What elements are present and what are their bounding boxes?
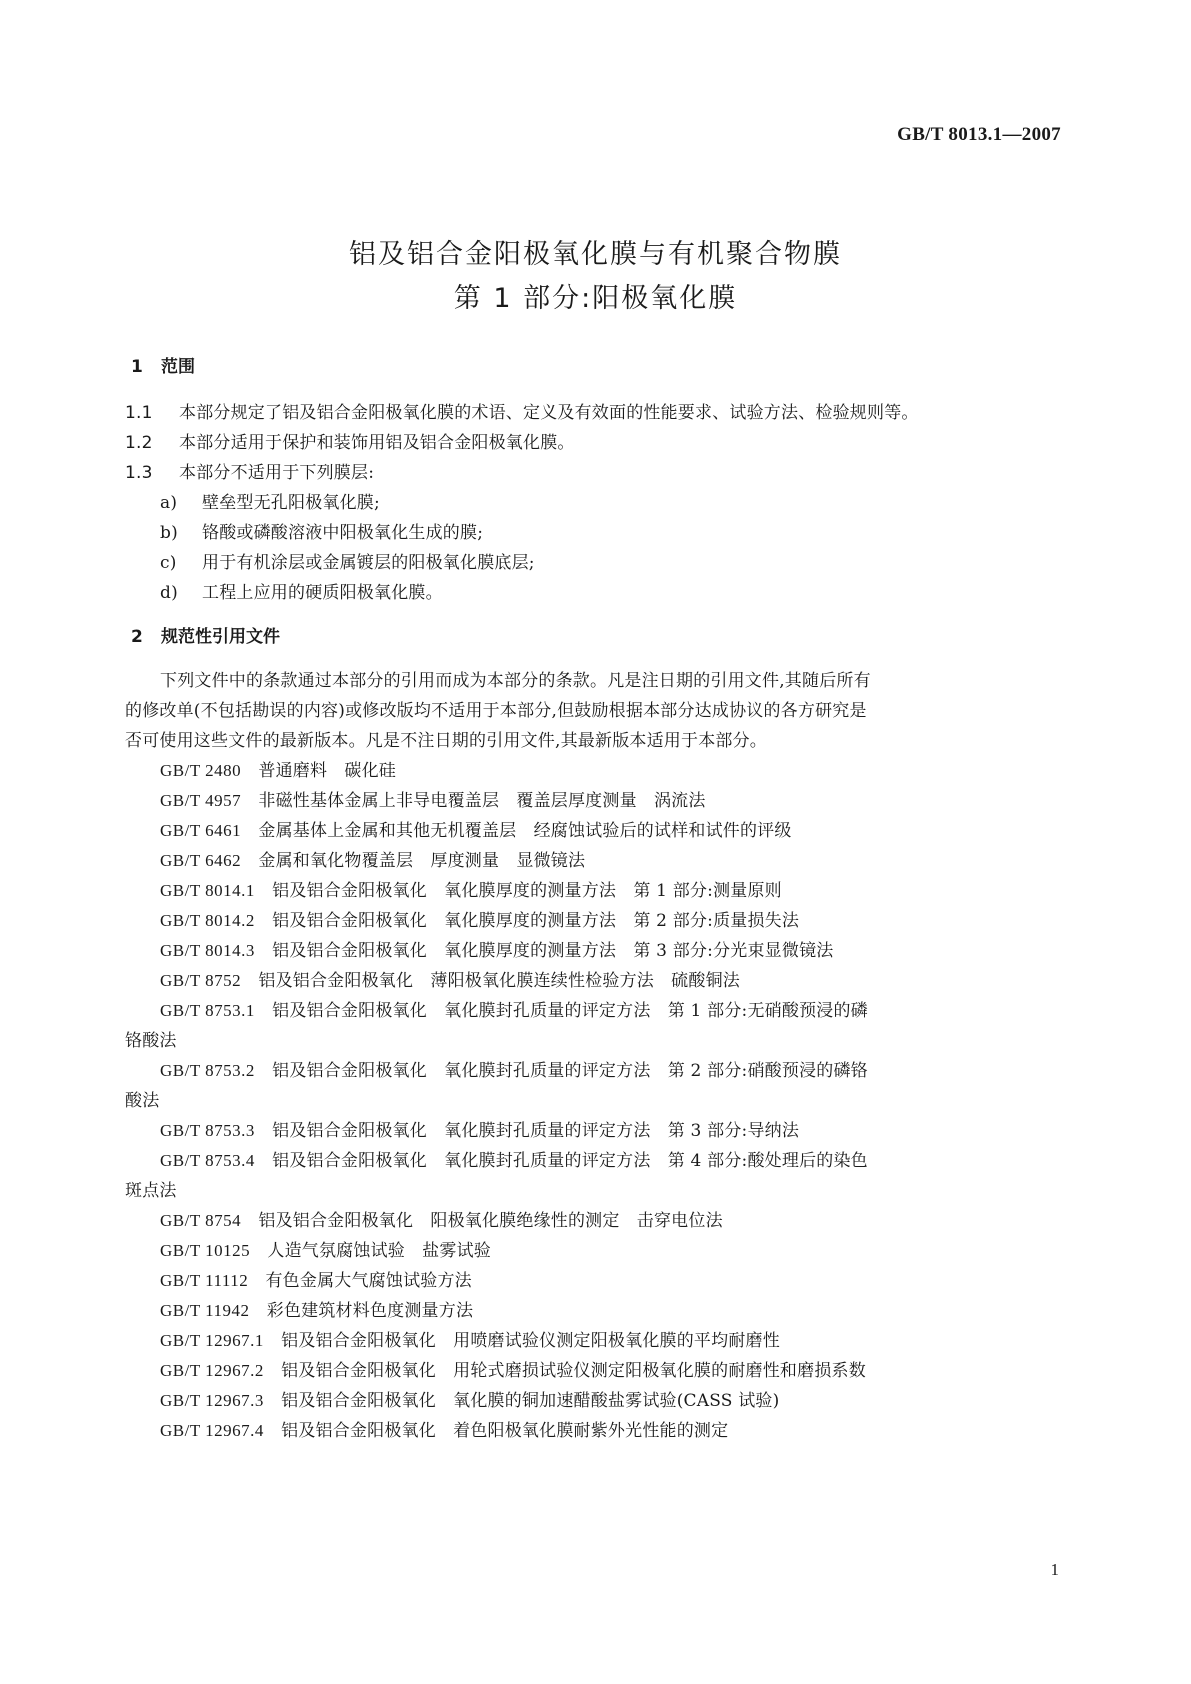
reference-item [160,816,792,841]
section-number: 1 [131,357,143,377]
reference-item [160,876,782,901]
reference-code: GB/T 6462 [160,851,242,870]
clause-number: 1.2 [125,433,153,453]
reference-code: GB/T 8753.1 [160,1001,255,1020]
clause-text: 本部分不适用于下列膜层: [179,463,375,483]
clause-text: 本部分适用于保护和装饰用铝及铝合金阳极氧化膜。 [179,433,575,453]
reference-title: 铝及铝合金阳极氧化 氧化膜的铜加速醋酸盐雾试验(CASS 试验) [281,1391,780,1411]
list-item-b [160,518,483,543]
reference-title: 人造气氛腐蚀试验 盐雾试验 [267,1241,491,1261]
reference-item [160,1236,491,1261]
section-title: 范围 [161,357,195,377]
reference-title: 铝及铝合金阳极氧化 氧化膜封孔质量的评定方法 第 4 部分:酸处理后的染色 [272,1151,868,1171]
reference-title: 铝及铝合金阳极氧化 阳极氧化膜绝缘性的测定 击穿电位法 [258,1211,723,1231]
list-label: b) [160,523,178,543]
reference-item [160,1416,728,1441]
list-text: 工程上应用的硬质阳极氧化膜。 [202,583,443,603]
reference-code: GB/T 12967.1 [160,1331,264,1350]
reference-code: GB/T 8753.3 [160,1121,255,1140]
reference-item [160,996,868,1021]
reference-title: 铝及铝合金阳极氧化 氧化膜封孔质量的评定方法 第 2 部分:硝酸预浸的磷铬 [272,1061,868,1081]
list-label: a) [160,493,178,513]
reference-continuation: 酸法 [125,1091,160,1111]
reference-continuation: 斑点法 [125,1181,177,1201]
reference-code: GB/T 2480 [160,761,242,780]
reference-item [160,846,585,871]
section-2-heading [131,622,280,647]
reference-title: 金属基体上金属和其他无机覆盖层 经腐蚀试验后的试样和试件的评级 [258,821,792,841]
reference-title: 有色金属大气腐蚀试验方法 [265,1271,472,1291]
reference-item [160,1146,868,1171]
reference-title: 铝及铝合金阳极氧化 氧化膜厚度的测量方法 第 2 部分:质量损失法 [272,911,800,931]
reference-code: GB/T 8752 [160,971,242,990]
reference-code: GB/T 12967.2 [160,1361,264,1380]
reference-item [160,1326,780,1351]
reference-item [160,936,833,961]
reference-code: GB/T 6461 [160,821,242,840]
reference-title: 彩色建筑材料色度测量方法 [266,1301,474,1321]
list-text: 铬酸或磷酸溶液中阳极氧化生成的膜; [202,523,484,543]
reference-title: 铝及铝合金阳极氧化 氧化膜封孔质量的评定方法 第 3 部分:导纳法 [272,1121,800,1141]
reference-code: GB/T 11112 [160,1271,249,1290]
reference-continuation: 铬酸法 [125,1031,177,1051]
list-label: c) [160,553,177,573]
reference-title: 铝及铝合金阳极氧化 薄阳极氧化膜连续性检验方法 硫酸铜法 [258,971,740,991]
intro-paragraph-line: 的修改单(不包括勘误的内容)或修改版均不适用于本部分,但鼓励根据本部分达成协议的各方研究是 [125,701,867,721]
reference-code: GB/T 8753.4 [160,1151,255,1170]
reference-item [160,756,396,781]
reference-title: 铝及铝合金阳极氧化 氧化膜封孔质量的评定方法 第 1 部分:无硝酸预浸的磷 [272,1001,868,1021]
reference-title: 铝及铝合金阳极氧化 氧化膜厚度的测量方法 第 3 部分:分光束显微镜法 [272,941,834,961]
section-title: 规范性引用文件 [161,627,280,647]
reference-item [160,1386,779,1411]
clause-1-1 [125,398,919,423]
reference-item [160,1056,868,1081]
reference-title: 普通磨料 碳化硅 [258,761,396,781]
page-number: 1 [1050,1560,1059,1579]
reference-code: GB/T 10125 [160,1241,251,1260]
reference-title: 金属和氧化物覆盖层 厚度测量 显微镜法 [258,851,586,871]
reference-code: GB/T 12967.3 [160,1391,264,1410]
list-item-a [160,488,380,513]
clause-number: 1.1 [125,403,153,423]
clause-1-2 [125,428,575,453]
list-item-c [160,548,535,573]
reference-item [160,966,740,991]
reference-code: GB/T 11942 [160,1301,250,1320]
list-label: d) [160,583,178,603]
reference-code: GB/T 4957 [160,791,242,810]
reference-title: 铝及铝合金阳极氧化 用轮式磨损试验仪测定阳极氧化膜的耐磨性和磨损系数 [281,1361,866,1381]
section-number: 2 [131,627,143,647]
reference-item [160,1296,473,1321]
reference-code: GB/T 8754 [160,1211,242,1230]
reference-code: GB/T 8014.2 [160,911,255,930]
reference-item [160,1356,866,1381]
reference-title: 铝及铝合金阳极氧化 用喷磨试验仪测定阳极氧化膜的平均耐磨性 [281,1331,780,1351]
document-subtitle: 第 1 部分:阳极氧化膜 [453,283,738,314]
standard-code: GB/T 8013.1—2007 [897,124,1061,145]
reference-item [160,1206,723,1231]
clause-text: 本部分规定了铝及铝合金阳极氧化膜的术语、定义及有效面的性能要求、试验方法、检验规则等。 [179,403,919,423]
reference-code: GB/T 12967.4 [160,1421,264,1440]
reference-code: GB/T 8753.2 [160,1061,255,1080]
document-title: 铝及铝合金阳极氧化膜与有机聚合物膜 [349,239,842,270]
section-1-heading [131,352,195,377]
intro-paragraph-line: 下列文件中的条款通过本部分的引用而成为本部分的条款。凡是注日期的引用文件,其随后所有 [160,671,871,691]
reference-item [160,906,799,931]
reference-item [160,786,706,811]
clause-1-3 [125,458,374,483]
list-text: 用于有机涂层或金属镀层的阳极氧化膜底层; [202,553,535,573]
reference-title: 非磁性基体金属上非导电覆盖层 覆盖层厚度测量 涡流法 [258,791,706,811]
reference-code: GB/T 8014.1 [160,881,255,900]
list-item-d [160,578,443,603]
reference-code: GB/T 8014.3 [160,941,255,960]
intro-paragraph-line: 否可使用这些文件的最新版本。凡是不注日期的引用文件,其最新版本适用于本部分。 [125,731,768,751]
reference-title: 铝及铝合金阳极氧化 着色阳极氧化膜耐紫外光性能的测定 [281,1421,729,1441]
reference-item [160,1266,472,1291]
clause-number: 1.3 [125,463,153,483]
list-text: 壁垒型无孔阳极氧化膜; [202,493,380,513]
reference-item [160,1116,799,1141]
reference-title: 铝及铝合金阳极氧化 氧化膜厚度的测量方法 第 1 部分:测量原则 [272,881,782,901]
